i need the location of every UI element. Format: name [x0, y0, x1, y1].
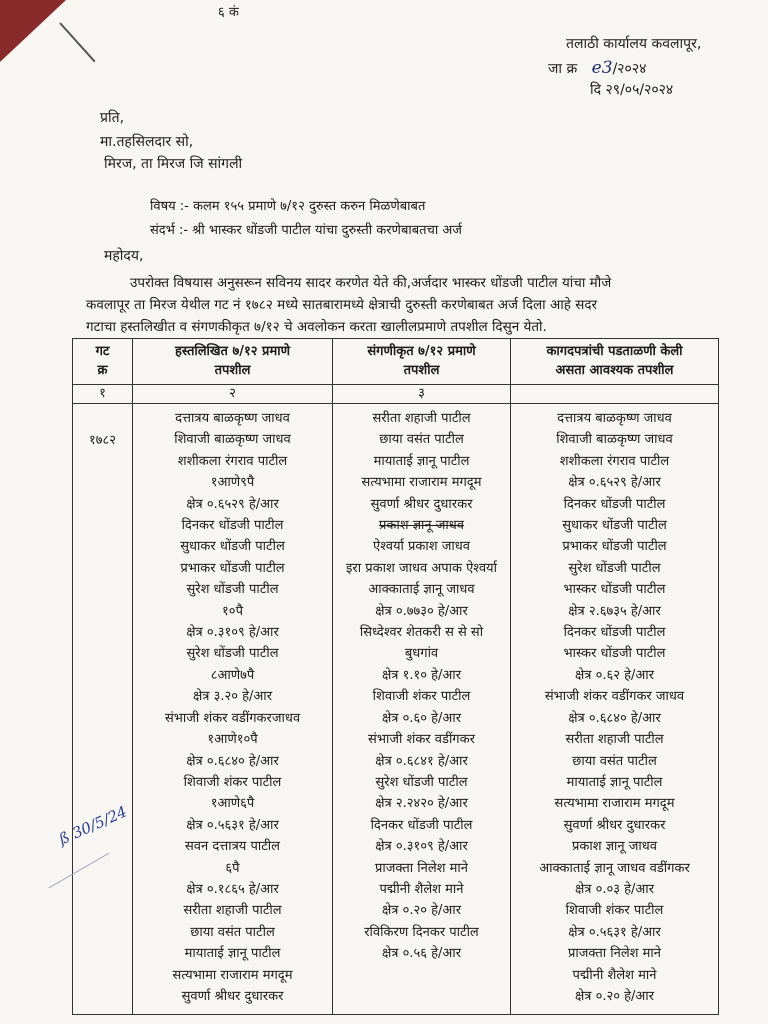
entry-line: दत्तात्रय बाळकृष्ण जाधव: [557, 411, 672, 426]
entry-line: क्षेत्र ०.३१०९ हे/आर: [375, 839, 468, 855]
entry-line: सुवर्णा श्रीधर दुधारकर: [181, 988, 284, 1004]
top-page-mark: ६ कं: [218, 5, 239, 20]
entry-line: शिवाजी शंकर पाटील: [565, 903, 664, 919]
entry-line: क्षेत्र ०.६८४० हे/आर: [186, 753, 279, 769]
entry-line: मायाताई ज्ञानू पाटील: [566, 774, 663, 790]
entry-line: १०पै: [222, 603, 243, 619]
entry-line: छाया वसंत पाटील: [190, 924, 275, 940]
header-computerized-line2: तपशील: [403, 363, 440, 378]
entry-line: दिनकर धोंडजी पाटील: [370, 817, 473, 833]
addressee-location: मिरज, ता मिरज जि सांगली: [104, 156, 243, 172]
letter-date: दि २९/०५/२०२४: [590, 82, 674, 98]
entry-line: सत्यभामा राजाराम मगदूम: [361, 475, 482, 491]
entry-line: क्षेत्र ०.२० हे/आर: [574, 988, 655, 1004]
entry-line: क्षेत्र ०.६५२९ हे/आर: [186, 496, 279, 512]
entry-line: आक्काताई ज्ञानू जाधव: [368, 582, 475, 598]
header-computerized-line1: संगणीकृत ७/१२ प्रमाणे: [367, 344, 476, 359]
entry-line: संभाजी शंकर वडींगकर: [368, 732, 475, 748]
verified-cell: [511, 404, 719, 1015]
subject-line: विषय :- कलम १५५ प्रमाणे ७/१२ दुरुस्त करुन मिळणेबाबत: [150, 199, 426, 214]
entry-line: क्षेत्र ०.५६ हे/आर: [381, 946, 462, 962]
entry-line: सुवर्णा श्रीधर दुधारकर: [563, 817, 666, 833]
computerized-cell: [333, 404, 511, 1015]
entry-line: क्षेत्र ०.५६३१ हे/आर: [568, 924, 661, 940]
entry-line: शिवाजी बाळकृष्ण जाधव: [174, 432, 291, 448]
handwritten-entries: [133, 404, 332, 1007]
entry-line: सुरेश धोंडजी पाटील: [375, 774, 468, 790]
entry-line: क्षेत्र ०.२० हे/आर: [381, 903, 462, 919]
entry-line: पद्मीनी शैलेश माने: [379, 881, 464, 897]
table-header-row: [73, 339, 719, 385]
entry-line: ऐश्वर्या प्रकाश जाधव: [373, 539, 470, 555]
entry-line: १आणे९पै: [210, 475, 255, 491]
entry-line: दिनकर धोंडजी पाटील: [563, 625, 666, 641]
entry-line: ६पै: [225, 860, 240, 876]
entry-line: क्षेत्र ०.६२ हे/आर: [574, 667, 655, 683]
entry-line: दत्तात्रय बाळकृष्ण जाधव: [175, 411, 290, 426]
entry-line: पद्मीनी शैलेश माने: [572, 967, 657, 983]
header-verified-line2: असता आवश्यक तपशील: [555, 363, 674, 378]
col-number-4: [511, 385, 719, 404]
header-verified: [511, 339, 719, 385]
verified-entries: [511, 404, 718, 1007]
reference-number-handwritten: e3: [591, 58, 613, 78]
entry-line: सिध्देश्वर शेतकरी स से सो: [359, 625, 484, 641]
body-paragraph: [86, 272, 726, 338]
entry-line: दिनकर धोंडजी पाटील: [563, 496, 666, 512]
entry-line: क्षेत्र ०.७७३० हे/आर: [375, 603, 468, 619]
entry-line: संभाजी शंकर वडींगकर जाधव: [544, 689, 685, 705]
entry-line: क्षेत्र ३.२० हे/आर: [192, 689, 273, 705]
entry-line: क्षेत्र ०.६० हे/आर: [381, 710, 462, 726]
entry-line: सरीता शहाजी पाटील: [565, 732, 664, 748]
paragraph-line-1: उपरोक्त विषयास अनुसरून सविनय सादर करणेत येते की,अर्जदार भास्कर धोंडजी पाटील यांचा मौजे: [130, 275, 612, 291]
col-number-2: २: [133, 385, 333, 404]
addressee-title: मा.तहसिलदार सो,: [100, 134, 194, 150]
entry-line: शिवाजी शंकर पाटील: [183, 774, 282, 790]
entry-line: प्रकाश ज्ञानू जाधव: [571, 839, 657, 855]
entry-line: प्रभाकर धोंडजी पाटील: [562, 539, 667, 555]
header-handwritten-line1: हस्तलिखित ७/१२ प्रमाणे: [175, 344, 290, 359]
entry-line: सत्यभामा राजाराम मगदूम: [172, 967, 293, 983]
entry-line: भास्कर धोंडजी पाटील: [563, 582, 666, 598]
col-number-1: १: [73, 385, 133, 404]
col-number-3: ३: [333, 385, 511, 404]
entry-line: क्षेत्र १.१० हे/आर: [381, 667, 462, 683]
entry-line: सुरेश धोंडजी पाटील: [186, 646, 279, 662]
entry-line: रविकिरण दिनकर पाटील: [364, 924, 479, 940]
entry-line: सुरेश धोंडजी पाटील: [186, 582, 279, 598]
header-verified-line1: कागदपत्रांची पडताळणी केली: [546, 344, 683, 359]
entry-line: भास्कर धोंडजी पाटील: [563, 646, 666, 662]
paragraph-line-2: कवलापूर ता मिरज येथील गट नं १७८२ मध्ये सातबारामध्ये क्षेत्राची दुरुस्ती करणेबाबत अर्ज दिला आहे सदर: [86, 297, 598, 313]
reference-number-line: [548, 58, 646, 78]
header-handwritten: [133, 339, 333, 385]
header-gat-line1: गट: [95, 344, 110, 359]
entry-line: क्षेत्र ०.६८४१ हे/आर: [375, 753, 468, 769]
entry-line: क्षेत्र ०.६८४० हे/आर: [568, 710, 661, 726]
entry-line: शिवाजी शंकर पाटील: [372, 689, 471, 705]
entry-line: दिनकर धोंडजी पाटील: [181, 518, 284, 534]
entry-line: १आणे१०पै: [207, 732, 258, 748]
entry-line: सुरेश धोंडजी पाटील: [568, 560, 661, 576]
entry-line: आक्काताई ज्ञानू जाधव वडींगकर: [539, 860, 690, 876]
entry-line: ८आणे७पै: [210, 667, 255, 683]
entry-line: प्रकाश ज्ञानू जाधव: [378, 518, 464, 534]
entry-line: शशीकला रंगराव पाटील: [177, 453, 288, 469]
handwritten-initials-stamp: ß 30/5/24: [56, 802, 130, 849]
entry-line: सुधाकर धोंडजी पाटील: [562, 518, 667, 534]
entry-line: क्षेत्र ०.५६३१ हे/आर: [186, 817, 279, 833]
entry-line: छाया वसंत पाटील: [572, 753, 657, 769]
gat-number: १७८२: [88, 433, 117, 448]
reference-year: /२०२४: [612, 61, 647, 77]
entry-line: छाया वसंत पाटील: [379, 432, 464, 448]
entry-line: १आणे६पै: [210, 796, 255, 812]
entry-line: सवन दत्तात्रय पाटील: [185, 839, 280, 855]
table-number-row: [73, 385, 719, 404]
salutation: महोदय,: [104, 248, 144, 264]
entry-line: शशीकला रंगराव पाटील: [559, 453, 670, 469]
addressee-prati: प्रति,: [100, 110, 125, 126]
entry-line: संभाजी शंकर वडींगकरजाधव: [164, 710, 301, 726]
entry-line: शिवाजी बाळकृष्ण जाधव: [556, 432, 673, 448]
entry-line: क्षेत्र ०.३१०९ हे/आर: [186, 625, 279, 641]
entry-line: मायाताई ज्ञानू पाटील: [184, 946, 281, 962]
header-computerized: [333, 339, 511, 385]
entry-line: क्षेत्र ०.०३ हे/आर: [574, 881, 655, 897]
entry-line: प्राजक्ता निलेश माने: [567, 946, 661, 962]
entry-line: सरीता शहाजी पाटील: [183, 903, 282, 919]
header-gat: [73, 339, 133, 385]
entry-line: क्षेत्र २.२४२० हे/आर: [375, 796, 468, 812]
handwritten-cell: [133, 404, 333, 1015]
entry-line: प्राजक्ता निलेश माने: [374, 860, 468, 876]
office-name: तलाठी कार्यालय कवलापूर,: [566, 36, 702, 52]
entry-line: सुधाकर धोंडजी पाटील: [180, 539, 285, 555]
torn-corner: [0, 0, 66, 62]
entry-line: इरा प्रकाश जाधव अपाक ऐश्वर्या: [346, 560, 497, 576]
entry-line: बुधगांव: [404, 646, 439, 662]
entry-line: मायाताई ज्ञानू पाटील: [373, 453, 470, 469]
header-handwritten-line2: तपशील: [214, 363, 251, 378]
entry-line: सत्यभामा राजाराम मगदूम: [554, 796, 675, 812]
land-record-table: [72, 338, 719, 1015]
entry-line: क्षेत्र २.६७३५ हे/आर: [568, 603, 661, 619]
table-data-row: [73, 404, 719, 1015]
computerized-entries: [333, 404, 510, 965]
entry-line: सुवर्णा श्रीधर दुधारकर: [370, 496, 473, 512]
reference-prefix: जा क्र: [548, 61, 578, 77]
entry-line: क्षेत्र ०.१८६५ हे/आर: [186, 881, 279, 897]
gat-number-cell: [73, 404, 133, 1015]
reference-line: संदर्भ :- श्री भास्कर धोंडजी पाटील यांचा दुरुस्ती करणेबाबतचा अर्ज: [150, 223, 462, 238]
header-gat-line2: क्र: [97, 363, 108, 378]
paragraph-line-3: गटाचा हस्तलिखीत व संगणकीकृत ७/१२ चे अवलोकन करता खालीलप्रमाणे तपशील दिसुन येतो.: [86, 319, 547, 335]
entry-line: सरीता शहाजी पाटील: [372, 411, 471, 426]
entry-line: क्षेत्र ०.६५२९ हे/आर: [568, 475, 661, 491]
entry-line: प्रभाकर धोंडजी पाटील: [180, 560, 285, 576]
